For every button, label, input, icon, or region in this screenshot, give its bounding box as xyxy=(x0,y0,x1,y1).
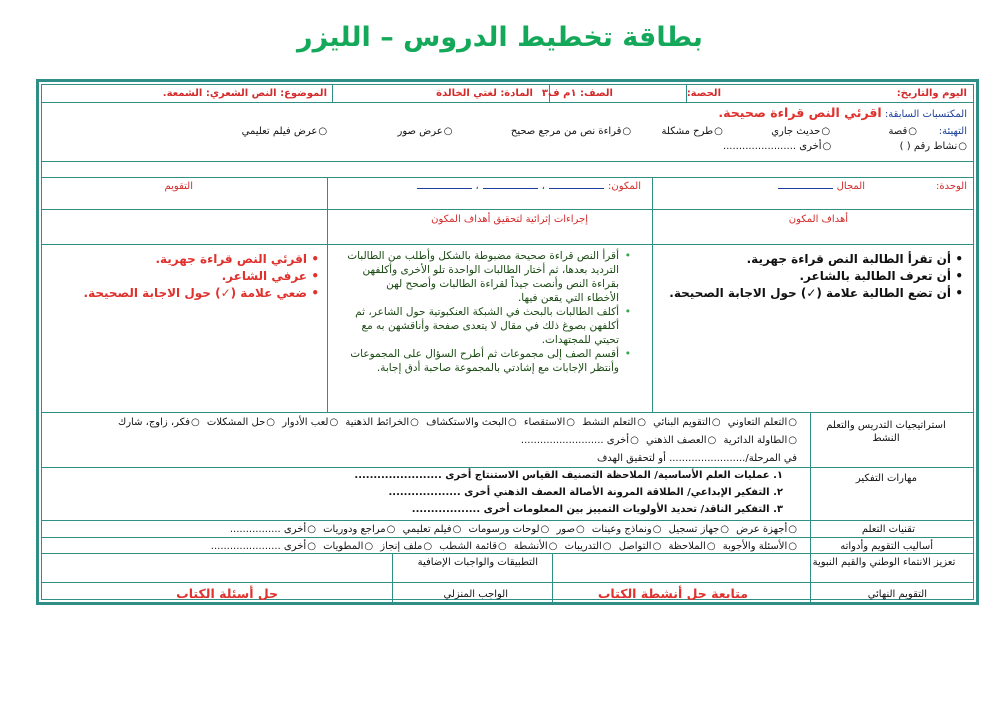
strategy-option[interactable]: ○لعب الأدوار xyxy=(282,417,339,428)
strategies-row-2 xyxy=(517,434,797,447)
strategy-option[interactable]: ○الخرائط الذهنية xyxy=(345,417,419,428)
radio-icon: ○ xyxy=(637,417,646,428)
radio-icon: ○ xyxy=(364,541,374,552)
tech-option[interactable]: ○جهاز تسجيل xyxy=(668,524,729,535)
evaluation-list xyxy=(84,251,321,302)
radio-icon: ○ xyxy=(652,541,662,552)
radio-icon: ○ xyxy=(711,417,721,428)
assessment-option[interactable]: ○التدريبات xyxy=(564,541,612,552)
thinking-row-1: ١. عمليات العلم الأساسية/ الملاحظة التصنيف القياس الاستنتاج أخرى ....................... xyxy=(354,470,783,481)
assessment-option[interactable]: ○الأنشطة xyxy=(513,541,558,552)
warmup-label: التهيئة: xyxy=(938,126,967,137)
goal-item: • أن تضع الطالبة علامة (✓) حول الاجابة الصحيحة. xyxy=(669,285,965,302)
radio-icon: ○ xyxy=(720,524,729,535)
assessment-option[interactable]: ○التواصل xyxy=(618,541,662,552)
tech-option[interactable]: ○أجهزة عرض xyxy=(736,524,797,535)
domain-blank[interactable] xyxy=(778,180,833,189)
procedure-item: • أقرأ النص قراءة صحيحة مضبوطة بالشكل وأطلب من الطالبات الترديد بعدها، ثم أختار الطالبات الواحدة تلو الأخرى وأكلفهن بقراءة النص وأنصت جيداً لقراءة الطالبات وأصحح لهن الأخطاء التي يقعن فيها. xyxy=(347,249,633,305)
strategy-option[interactable]: ○الطاولة الدائرية xyxy=(723,435,797,446)
radio-icon: ○ xyxy=(714,126,723,137)
domain-label: المجال xyxy=(836,181,865,192)
radio-icon: ○ xyxy=(630,435,639,446)
warmup-row-2 xyxy=(719,140,967,153)
thinking-label: مهارات التفكير xyxy=(855,473,917,484)
evaluation-item: • اقرئي النص قراءة جهرية. xyxy=(84,251,321,268)
radio-icon: ○ xyxy=(329,417,339,428)
warmup-option[interactable]: ○عرض صور xyxy=(397,126,453,137)
component-blank-1[interactable] xyxy=(549,180,604,189)
tech-option[interactable]: ○لوحات ورسومات xyxy=(468,524,550,535)
prior-knowledge xyxy=(718,106,967,121)
warmup-option[interactable]: ○طرح مشكلة xyxy=(661,126,723,137)
radio-icon: ○ xyxy=(410,417,419,428)
warmup-row-1 xyxy=(238,125,917,138)
assessment-option[interactable]: ○الأسئلة والأجوبة xyxy=(722,541,797,552)
homework-value: حل أسئلة الكتاب xyxy=(176,586,278,601)
subject-label: المادة: لغتي الخالدة xyxy=(436,88,533,99)
grade-label: الصف: ١م ف٣ xyxy=(541,88,613,99)
assessment-option[interactable]: ○ملف إنجاز xyxy=(380,541,433,552)
prior-label: المكتسبات السابقة: xyxy=(884,109,967,120)
tech-label: تقنيات التعلم xyxy=(861,524,915,535)
unit-label: الوحدة: xyxy=(935,181,967,192)
thinking-row-3: ٣. التفكير الناقد/ تحديد الأولويات التمييز بين المعلومات أخرى .................. xyxy=(411,504,783,515)
warmup-option[interactable]: ○عرض فيلم تعليمي xyxy=(241,126,328,137)
assessment-option[interactable]: ○قائمة الشطب xyxy=(439,541,507,552)
apps-label: التطبيقات والواجبات الإضافية xyxy=(417,557,538,568)
radio-icon: ○ xyxy=(443,126,453,137)
radio-icon: ○ xyxy=(318,126,328,137)
radio-icon: ○ xyxy=(548,541,558,552)
radio-icon: ○ xyxy=(622,126,632,137)
day-date-label: اليوم والتاريخ: xyxy=(896,88,967,99)
final-eval-value: متابعة حل أنشطة الكتاب xyxy=(597,586,748,601)
radio-icon: ○ xyxy=(707,435,717,446)
page-title: بطاقة تخطيط الدروس – الليزر xyxy=(297,22,703,53)
radio-icon: ○ xyxy=(822,141,832,152)
evaluation-heading: التقويم xyxy=(164,181,193,192)
strategy-option[interactable]: ○العصف الذهني xyxy=(645,435,717,446)
goals-heading: أهداف المكون xyxy=(788,214,848,225)
strategy-option[interactable]: ○البحث والاستكشاف xyxy=(426,417,517,428)
component-label: المكون: xyxy=(607,181,641,192)
assessment-row xyxy=(207,540,797,553)
strategy-option[interactable]: ○التقويم البنائي xyxy=(653,417,721,428)
strategies-row-1 xyxy=(114,416,797,429)
radio-icon: ○ xyxy=(307,541,316,552)
card-inner xyxy=(41,84,974,600)
evaluation-item: • ضعي علامة (✓) حول الاجابة الصحيحة. xyxy=(84,285,321,302)
radio-icon: ○ xyxy=(821,126,831,137)
topic-label: الموضوع: النص الشعري: الشمعة. xyxy=(162,88,327,99)
radio-icon: ○ xyxy=(540,524,550,535)
tech-option[interactable]: ○مراجع ودوريات xyxy=(323,524,396,535)
strategy-option[interactable]: ○التعلم النشط xyxy=(582,417,646,428)
radio-icon: ○ xyxy=(602,541,612,552)
strategy-option[interactable]: ○فكر، زاوج، شارك xyxy=(117,417,200,428)
procedures-list xyxy=(347,249,633,375)
radio-icon: ○ xyxy=(498,541,507,552)
homework-label: الواجب المنزلي xyxy=(443,589,508,600)
prior-value: اقرئي النص قراءة صحيحة. xyxy=(718,105,882,120)
goals-list xyxy=(669,251,965,302)
procedures-heading: إجراءات إثرائية لتحقيق أهداف المكون xyxy=(431,214,588,225)
radio-icon: ○ xyxy=(423,541,433,552)
final-eval-label: التقويم النهائي xyxy=(867,589,927,600)
assessment-option[interactable]: ○أخرى ...................... xyxy=(210,541,316,552)
radio-icon: ○ xyxy=(652,524,662,535)
radio-icon: ○ xyxy=(788,417,797,428)
strategy-option[interactable]: ○الاستقصاء xyxy=(523,417,575,428)
component-blank-2[interactable] xyxy=(483,180,538,189)
radio-icon: ○ xyxy=(307,524,316,535)
radio-icon: ○ xyxy=(788,524,797,535)
warmup-option[interactable]: ○قراءة نص من مرجع صحيح xyxy=(510,126,632,137)
component-blank-3[interactable] xyxy=(417,180,472,189)
thinking-row-2: ٢. التفكير الإبداعي/ الطلاقة المرونة الأصالة العصف الذهني أخرى ................... xyxy=(388,487,783,498)
strategy-option[interactable]: ○أخرى .......................... xyxy=(520,435,639,446)
period-label: الحصة: xyxy=(686,88,721,99)
radio-icon: ○ xyxy=(958,141,967,152)
radio-icon: ○ xyxy=(190,417,200,428)
radio-icon: ○ xyxy=(575,524,585,535)
assessment-label: أساليب التقويم وأدواته xyxy=(840,541,933,552)
goal-item: • أن تقرأ الطالبة النص قراءة جهرية. xyxy=(669,251,965,268)
radio-icon: ○ xyxy=(386,524,396,535)
radio-icon: ○ xyxy=(788,541,797,552)
radio-icon: ○ xyxy=(507,417,517,428)
strategy-option[interactable]: ○حل المشكلات xyxy=(206,417,276,428)
assessment-option[interactable]: ○المطويات xyxy=(323,541,374,552)
domain-field xyxy=(774,180,865,193)
goal-item: • أن تعرف الطالبة بالشاعر. xyxy=(669,268,965,285)
tech-option[interactable]: ○فيلم تعليمي xyxy=(402,524,462,535)
evaluation-item: • عرفي الشاعر. xyxy=(84,268,321,285)
tech-option[interactable]: ○أخرى ................ xyxy=(229,524,316,535)
warmup-option[interactable]: ○حديث جاري xyxy=(771,126,831,137)
values-label: تعزيز الانتماء الوطني والقيم النبوية xyxy=(812,557,956,568)
component-field: المكون:،، xyxy=(413,180,641,193)
warmup-option[interactable]: ○أخرى ....................... xyxy=(722,141,832,152)
procedure-item: • أقسم الصف إلى مجموعات ثم أطرح السؤال على المجموعات وأنتظر الإجابات مع إشادتي بالمجموعة صاحبة أدق إجابة. xyxy=(347,347,633,375)
warmup-option[interactable]: ○قصة xyxy=(888,126,917,137)
radio-icon: ○ xyxy=(266,417,276,428)
lesson-plan-card xyxy=(36,79,979,605)
radio-icon: ○ xyxy=(566,417,575,428)
strategies-label: استراتيجيات التدريس والتعلم النشط xyxy=(826,420,946,444)
radio-icon: ○ xyxy=(706,541,716,552)
assessment-option[interactable]: ○الملاحظة xyxy=(668,541,716,552)
strategy-option[interactable]: ○التعلم التعاوني xyxy=(727,417,797,428)
warmup-option[interactable]: ○نشاط رقم ( ) xyxy=(899,141,967,152)
tech-option[interactable]: ○صور xyxy=(556,524,585,535)
radio-icon: ○ xyxy=(788,435,797,446)
procedure-item: • أكلف الطالبات بالبحث في الشبكة العنكبوتية حول الشاعر، ثم أكلفهن بصوغ ذلك في مقال لا يتعدى صفحة وأناقشهن به مع تحيتي للمجتهدات. xyxy=(347,305,633,347)
radio-icon: ○ xyxy=(908,126,917,137)
strategies-row-3: في المرحلة/........................ أو لتحقيق الهدف xyxy=(596,453,797,464)
tech-row xyxy=(226,523,797,536)
tech-option[interactable]: ○ونماذج وعينات xyxy=(591,524,662,535)
radio-icon: ○ xyxy=(452,524,462,535)
